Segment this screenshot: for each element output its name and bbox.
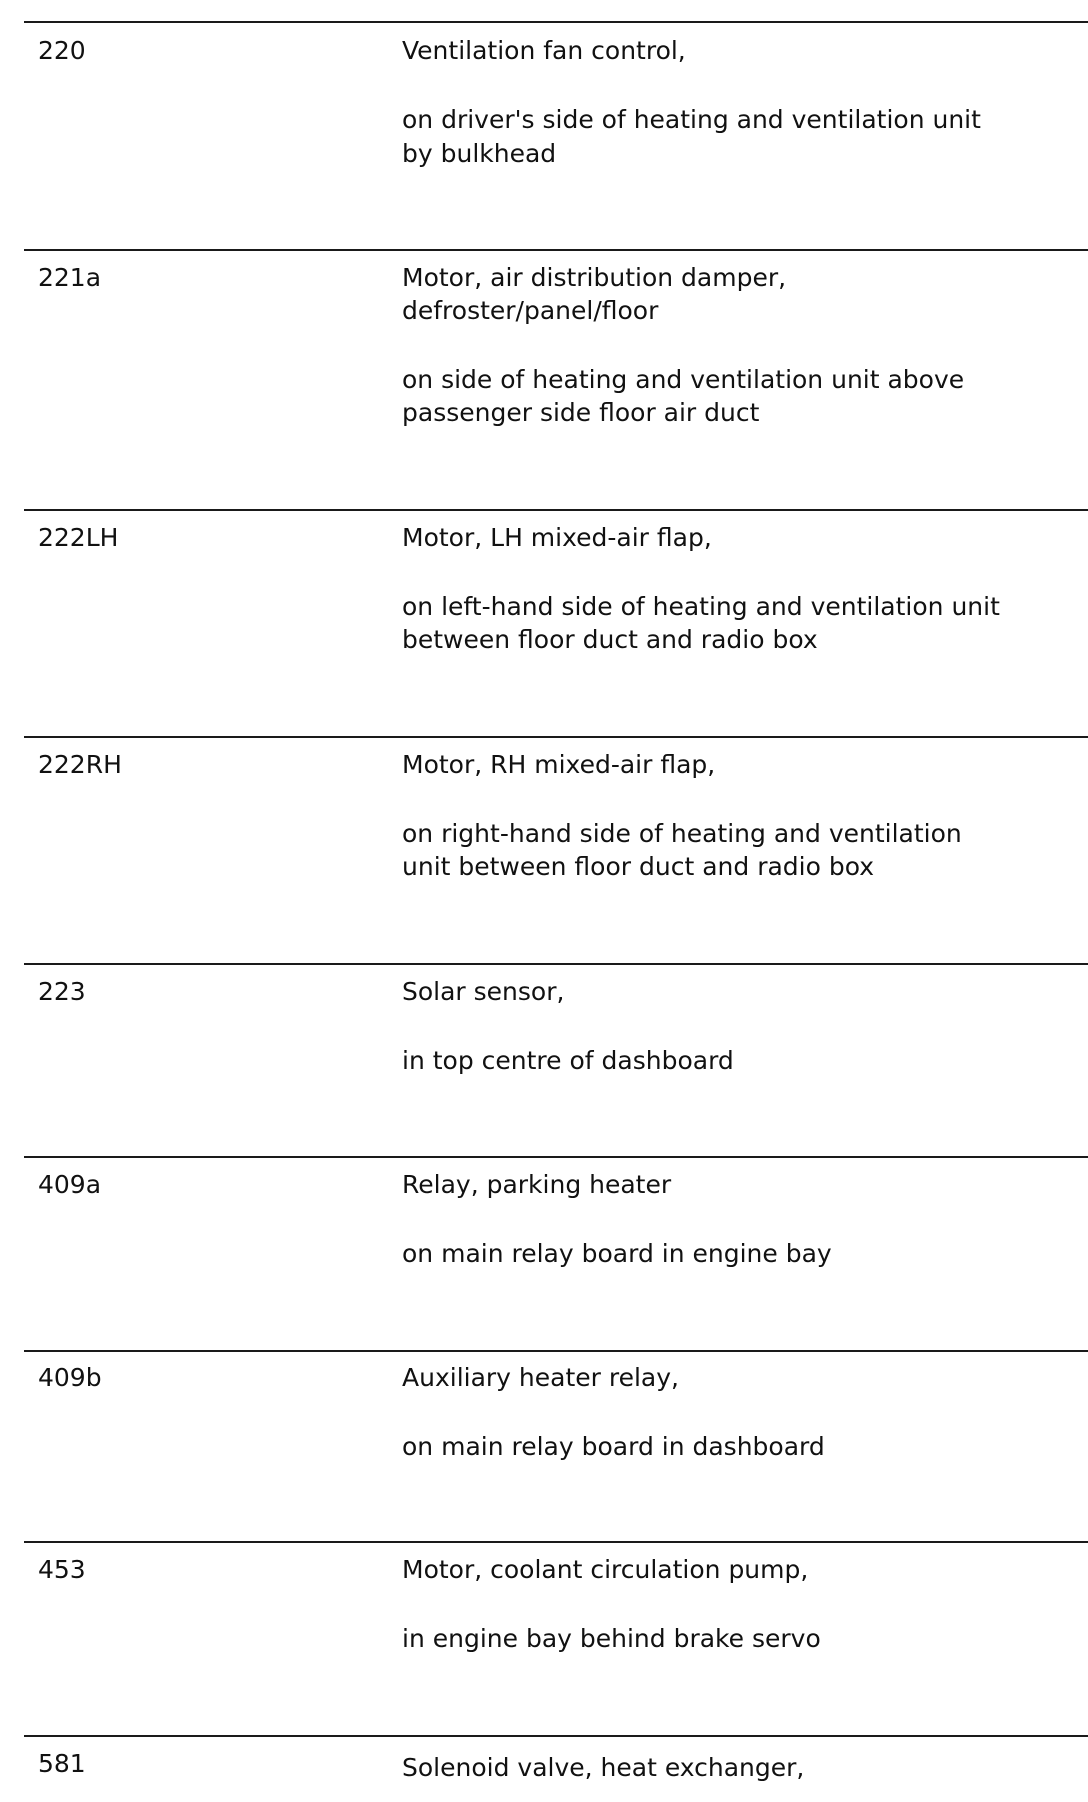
component-code: 409a (38, 1170, 102, 1199)
component-title: Ventilation fan control, (402, 36, 686, 65)
component-title: Motor, LH mixed-air flap, (402, 523, 712, 552)
component-code: 220 (38, 36, 86, 65)
component-title: Auxiliary heater relay, (402, 1363, 679, 1392)
component-location: on right-hand side of heating and ventilation (402, 819, 962, 848)
component-code: 221a (38, 263, 102, 292)
component-code: 222RH (38, 750, 122, 779)
component-title: Motor, air distribution damper, (402, 263, 787, 292)
component-location: in top centre of dashboard (402, 1046, 734, 1075)
row-divider (24, 1541, 1088, 1543)
component-location: by bulkhead (402, 139, 557, 168)
component-code: 453 (38, 1555, 86, 1584)
component-code: 581 (38, 1749, 86, 1778)
component-location: between floor duct and radio box (402, 625, 818, 654)
row-divider (24, 1350, 1088, 1352)
component-code: 222LH (38, 523, 119, 552)
component-location: on driver's side of heating and ventilation unit (402, 105, 981, 134)
row-divider (24, 963, 1088, 965)
component-title: Solenoid valve, heat exchanger, (402, 1753, 805, 1782)
component-title: Relay, parking heater (402, 1170, 672, 1199)
row-divider (24, 736, 1088, 738)
component-location: on left-hand side of heating and ventilation unit (402, 592, 1000, 621)
component-title: Solar sensor, (402, 977, 565, 1006)
row-divider (24, 21, 1088, 23)
row-divider (24, 249, 1088, 251)
component-title: Motor, coolant circulation pump, (402, 1555, 809, 1584)
component-location: on main relay board in engine bay (402, 1239, 832, 1268)
component-location: in engine bay behind brake servo (402, 1624, 821, 1653)
row-divider (24, 1156, 1088, 1158)
component-location: on side of heating and ventilation unit above (402, 365, 965, 394)
component-title: defroster/panel/floor (402, 296, 659, 325)
component-location: passenger side floor air duct (402, 398, 760, 427)
row-divider (24, 509, 1088, 511)
row-divider (24, 1735, 1088, 1737)
component-code: 223 (38, 977, 86, 1006)
component-location: unit between floor duct and radio box (402, 852, 875, 881)
component-code: 409b (38, 1363, 102, 1392)
component-location: on main relay board in dashboard (402, 1432, 825, 1461)
component-title: Motor, RH mixed-air flap, (402, 750, 716, 779)
